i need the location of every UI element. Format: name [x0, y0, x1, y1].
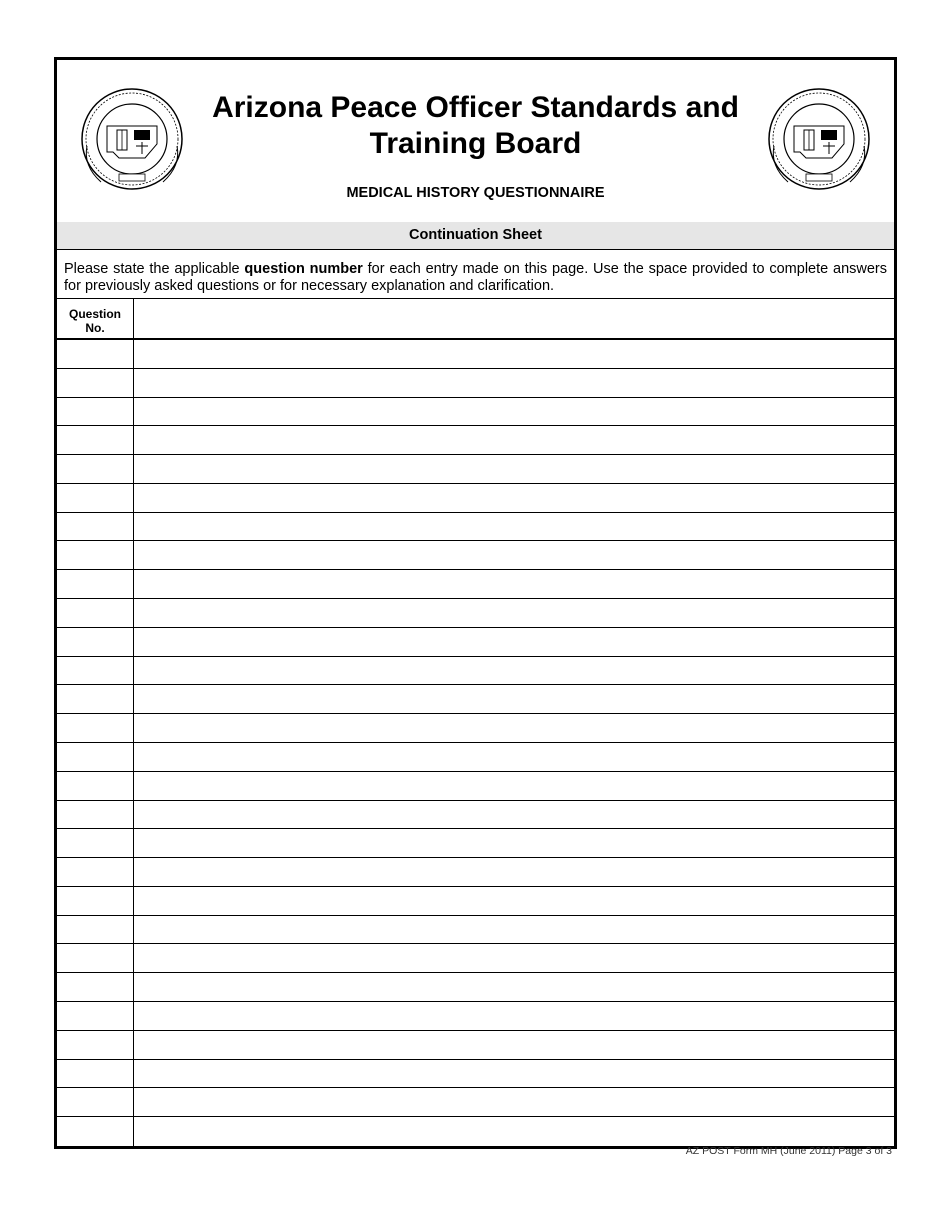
- question-number-cell[interactable]: [57, 916, 133, 944]
- header-line-1: Question: [68, 307, 121, 321]
- question-number-cell[interactable]: [57, 1060, 133, 1088]
- table-row: [57, 1117, 894, 1145]
- answer-cell[interactable]: [134, 340, 894, 368]
- table-row: [57, 599, 894, 628]
- answer-cell[interactable]: [134, 1088, 894, 1116]
- form-footer: AZ POST Form MH (June 2011) Page 3 of 3: [685, 1145, 892, 1157]
- answer-cell[interactable]: [134, 426, 894, 454]
- question-number-cell[interactable]: [57, 973, 133, 1001]
- instructions-after: for each entry made on this page. Use the space provided to complete answers for previously asked questions or for necessary explanation and clarification.: [64, 261, 887, 294]
- instructions-emphasis: question number: [244, 261, 363, 277]
- continuation-table: [57, 299, 894, 1146]
- answer-cell[interactable]: [134, 916, 894, 944]
- question-number-header: [57, 307, 133, 335]
- form-header: [57, 60, 894, 224]
- answer-cell[interactable]: [134, 887, 894, 915]
- answer-cell[interactable]: [134, 858, 894, 886]
- table-row: [57, 426, 894, 455]
- table-row: [57, 1031, 894, 1060]
- answer-cell[interactable]: [134, 1002, 894, 1030]
- table-row: [57, 1060, 894, 1089]
- table-row: [57, 772, 894, 801]
- question-number-cell[interactable]: [57, 1031, 133, 1059]
- answer-cell[interactable]: [134, 369, 894, 397]
- answer-cell[interactable]: [134, 973, 894, 1001]
- column-divider: [133, 299, 134, 1146]
- table-row: [57, 973, 894, 1002]
- question-number-cell[interactable]: [57, 858, 133, 886]
- answer-cell[interactable]: [134, 945, 894, 973]
- table-row: [57, 628, 894, 657]
- question-number-cell[interactable]: [57, 945, 133, 973]
- question-number-cell[interactable]: [57, 340, 133, 368]
- continuation-form: [54, 57, 897, 1149]
- question-number-cell[interactable]: [57, 455, 133, 483]
- table-row: [57, 1088, 894, 1117]
- question-number-cell[interactable]: [57, 599, 133, 627]
- answer-cell[interactable]: [134, 772, 894, 800]
- table-row: [57, 340, 894, 369]
- table-row: [57, 685, 894, 714]
- question-number-cell[interactable]: [57, 801, 133, 829]
- answer-cell[interactable]: [134, 1117, 894, 1145]
- table-row: [57, 945, 894, 974]
- question-number-cell[interactable]: [57, 1117, 133, 1145]
- question-number-cell[interactable]: [57, 685, 133, 713]
- page-title: [177, 90, 774, 162]
- question-number-cell[interactable]: [57, 513, 133, 541]
- table-row: [57, 657, 894, 686]
- answer-cell[interactable]: [134, 570, 894, 598]
- question-number-cell[interactable]: [57, 398, 133, 426]
- question-number-cell[interactable]: [57, 1088, 133, 1116]
- table-row: [57, 858, 894, 887]
- answer-cell[interactable]: [134, 1060, 894, 1088]
- table-row: [57, 484, 894, 513]
- question-number-cell[interactable]: [57, 1002, 133, 1030]
- question-number-cell[interactable]: [57, 426, 133, 454]
- table-row: [57, 455, 894, 484]
- answer-cell[interactable]: [134, 714, 894, 742]
- answer-cell[interactable]: [134, 801, 894, 829]
- az-post-seal-icon: [766, 86, 872, 192]
- answer-cell[interactable]: [134, 685, 894, 713]
- section-title: Continuation Sheet: [57, 222, 894, 250]
- table-row: [57, 398, 894, 427]
- table-row: [57, 829, 894, 858]
- answer-cell[interactable]: [134, 484, 894, 512]
- answer-cell[interactable]: [134, 628, 894, 656]
- title-line-2: Training Board: [369, 127, 582, 160]
- question-number-cell[interactable]: [57, 714, 133, 742]
- header-line-2: No.: [85, 321, 105, 335]
- table-row: [57, 801, 894, 830]
- table-row: [57, 542, 894, 571]
- answer-cell[interactable]: [134, 542, 894, 570]
- table-row: [57, 369, 894, 398]
- instructions-text: [64, 261, 887, 295]
- question-number-cell[interactable]: [57, 772, 133, 800]
- question-number-cell[interactable]: [57, 484, 133, 512]
- question-number-cell[interactable]: [57, 369, 133, 397]
- instructions-before: Please state the applicable: [64, 261, 245, 277]
- title-line-1: Arizona Peace Officer Standards and: [212, 91, 739, 124]
- answer-cell[interactable]: [134, 513, 894, 541]
- seal-graphic-right: [766, 86, 872, 192]
- question-number-cell[interactable]: [57, 743, 133, 771]
- table-row: [57, 513, 894, 542]
- question-number-cell[interactable]: [57, 887, 133, 915]
- answer-cell[interactable]: [134, 743, 894, 771]
- question-number-cell[interactable]: [57, 628, 133, 656]
- question-number-cell[interactable]: [57, 570, 133, 598]
- table-row: [57, 570, 894, 599]
- answer-cell[interactable]: [134, 599, 894, 627]
- form-subtitle: MEDICAL HISTORY QUESTIONNAIRE: [346, 185, 605, 201]
- table-row: [57, 916, 894, 945]
- table-row: [57, 1002, 894, 1031]
- table-row: [57, 743, 894, 772]
- answer-cell[interactable]: [134, 455, 894, 483]
- table-header-row: [57, 299, 894, 340]
- answer-cell[interactable]: [134, 1031, 894, 1059]
- seal-graphic-left: [79, 86, 185, 192]
- question-number-cell[interactable]: [57, 542, 133, 570]
- answer-cell[interactable]: [134, 657, 894, 685]
- table-row: [57, 887, 894, 916]
- question-number-cell[interactable]: [57, 829, 133, 857]
- answer-cell[interactable]: [134, 398, 894, 426]
- table-row: [57, 714, 894, 743]
- question-number-cell[interactable]: [57, 657, 133, 685]
- answer-cell[interactable]: [134, 829, 894, 857]
- az-post-seal-icon: [79, 86, 185, 192]
